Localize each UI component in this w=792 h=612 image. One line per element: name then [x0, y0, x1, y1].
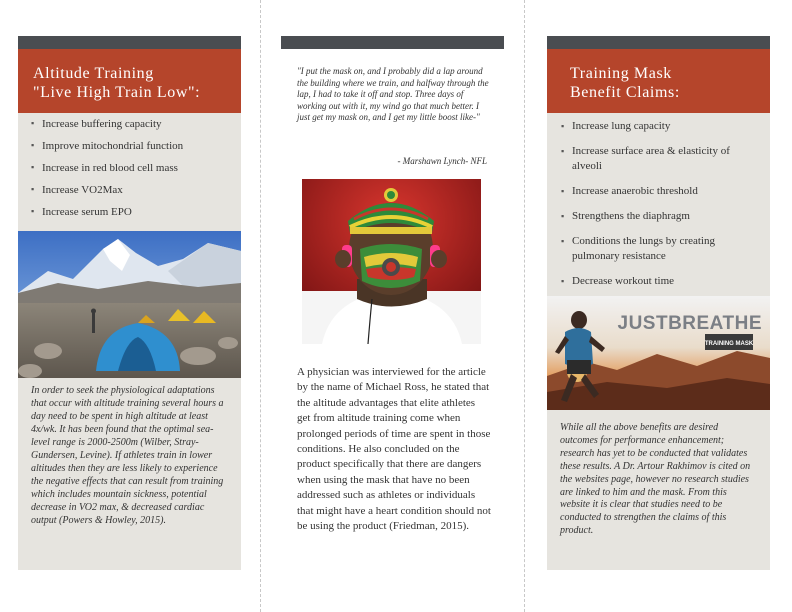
panel1-top-bar	[18, 36, 241, 49]
panel1-title-line2: "Live High Train Low":	[33, 84, 201, 101]
list-item: ▪ Improve mitochondrial function	[31, 140, 236, 152]
panel3-paragraph: While all the above benefits are desired outcomes for performance enhancement; research has yet to be conducted that validates these results. A Dr. Artour Rakhimov is cited on the websites page, however no research studies are linked to him and the mask. From this website it is clear that studies need to be conducted to strengthen the claims of this product.	[560, 422, 751, 537]
list-item: ▪ Strengthens the diaphragm	[561, 209, 761, 224]
fold-line-left	[260, 0, 261, 612]
list-item: ▪ Increase in red blood cell mass	[31, 162, 236, 174]
panel3-title	[547, 49, 770, 113]
list-item: ▪ Increase anaerobic threshold	[561, 184, 761, 199]
panel3-bullet-list	[561, 119, 761, 289]
panel1-bullet-list	[31, 118, 236, 218]
list-item: ▪ Decrease workout time	[561, 274, 761, 289]
ad-logo-text: TRAINING MASK	[704, 341, 754, 347]
list-item: ▪ Increase serum EPO	[31, 206, 236, 218]
list-item: ▪ Conditions the lungs by creating pulmonary resistance	[561, 234, 761, 264]
ad-headline: JUSTBREATHE	[617, 313, 762, 334]
runner-ad-photo	[547, 296, 770, 410]
fold-line-right	[524, 0, 525, 612]
panel3-title-line2: Benefit Claims:	[570, 84, 680, 101]
mountain-camp-photo	[18, 231, 241, 378]
list-item: ▪ Increase buffering capacity	[31, 118, 236, 130]
list-item: ▪ Increase surface area & elasticity of alveoli	[561, 144, 761, 174]
panel1-paragraph: In order to seek the physiological adaptations that occur with altitude training several hours a day need to be spent in high altitude at least 4x/wk. It has been found that the optimal sea-level range is 2000-2500m (Wilber, Stray-Gundersen, Levine). If athletes train in lower altitudes then they are less likely to experience the negative effects that can result from training which includes mountain sickness, potential decrease in VO2 max, & decreased cardiac output (Powers & Howley, 2015).	[31, 385, 224, 526]
panel1-title	[18, 49, 241, 113]
list-item: ▪ Increase VO2Max	[31, 184, 236, 196]
panel2-top-bar	[281, 36, 504, 49]
panel2-paragraph: A physician was interviewed for the article by the name of Michael Ross, he stated that the altitude advantages that elite athletes get from altitude training come when prolonged periods of time are spent in those conditions. He also concluded on the product specifically that there are dangers when using the mask that have no been addressed such as athletes or individuals that might have a heart condition should not be using the product (Friedman, 2015).	[297, 366, 491, 533]
panel3-title-line1: Training Mask	[570, 65, 672, 82]
quote-attribution: - Marshawn Lynch- NFL	[397, 156, 487, 166]
list-item: ▪ Increase lung capacity	[561, 119, 761, 134]
panel1-title-line1: Altitude Training	[33, 65, 154, 82]
panel3-top-bar	[547, 36, 770, 49]
marshawn-quote: "I put the mask on, and I probably did a lap around the building where we train, and halfway through the lap, I had to take it off and stop. Three days of working out with it, my wind go that much better. I just get my mask on, and I get my little boost like-"	[297, 66, 489, 123]
athlete-mask-photo	[302, 179, 481, 344]
